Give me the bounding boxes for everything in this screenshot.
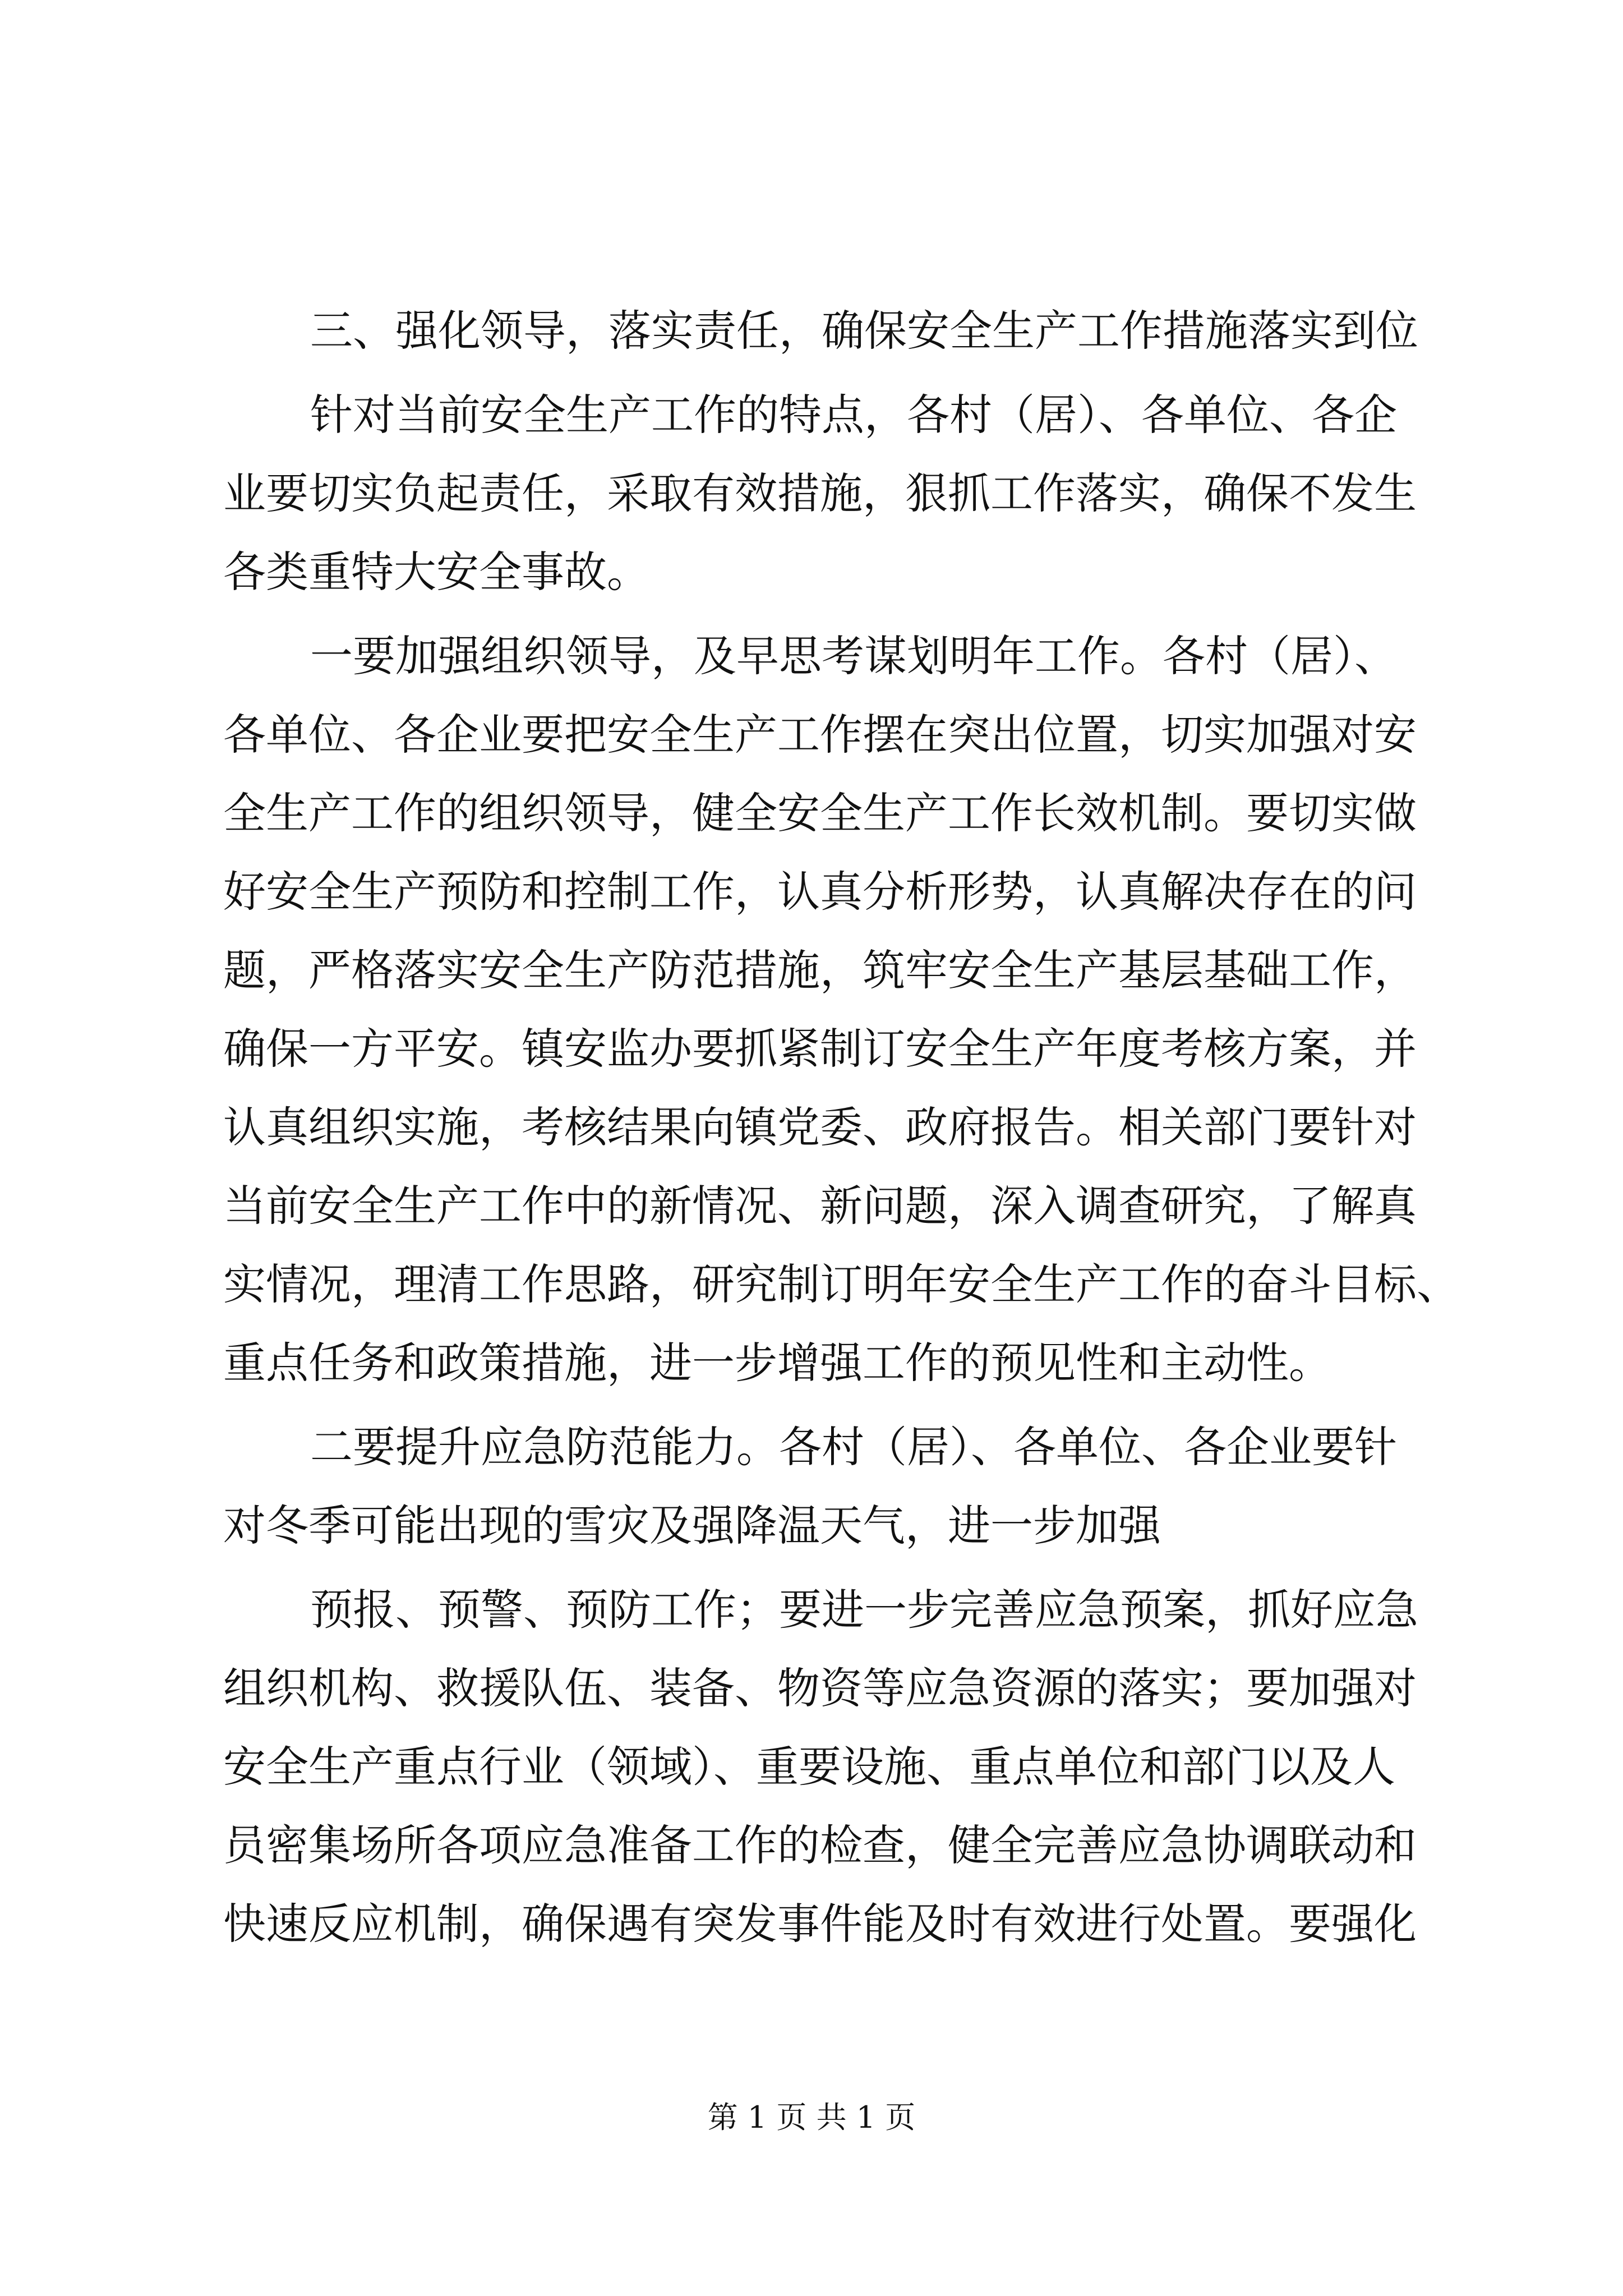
- paragraph-line: 题，严格落实安全生产防范措施，筑牢安全生产基层基础工作，: [223, 945, 1417, 995]
- paragraph-line: 针对当前安全生产工作的特点，各村（居）、各单位、各企: [310, 390, 1397, 440]
- paragraph-line: 组织机构、救援队伍、装备、物资等应急资源的落实；要加强对: [223, 1663, 1417, 1713]
- section-heading: 三、强化领导，落实责任，确保安全生产工作措施落实到位: [310, 306, 1418, 356]
- paragraph-line: 快速反应机制，确保遇有突发事件能及时有效进行处置。要强化: [223, 1899, 1417, 1949]
- paragraph-line: 确保一方平安。镇安监办要抓紧制订安全生产年度考核方案，并: [223, 1024, 1417, 1074]
- paragraph-line: 二要提升应急防范能力。各村（居）、各单位、各企业要针: [310, 1422, 1397, 1472]
- paragraph-line: 全生产工作的组织领导，健全安全生产工作长效机制。要切实做: [223, 788, 1417, 838]
- paragraph-line: 安全生产重点行业（领域）、重要设施、重点单位和部门以及人: [223, 1742, 1395, 1792]
- paragraph-line: 实情况，理清工作思路，研究制订明年安全生产工作的奋斗目标、: [223, 1259, 1459, 1309]
- paragraph-line: 各单位、各企业要把安全生产工作摆在突出位置，切实加强对安: [223, 710, 1417, 760]
- paragraph-line: 重点任务和政策措施，进一步增强工作的预见性和主动性。: [223, 1338, 1331, 1388]
- paragraph-line: 各类重特大安全事故。: [223, 547, 649, 597]
- paragraph-line: 预报、预警、预防工作；要进一步完善应急预案，抓好应急: [310, 1585, 1418, 1635]
- paragraph-line: 好安全生产预防和控制工作，认真分析形势，认真解决存在的问: [223, 867, 1417, 917]
- paragraph-line: 员密集场所各项应急准备工作的检查，健全完善应急协调联动和: [223, 1820, 1417, 1870]
- paragraph-line: 认真组织实施，考核结果向镇党委、政府报告。相关部门要针对: [223, 1102, 1417, 1152]
- paragraph-line: 当前安全生产工作中的新情况、新问题，深入调查研究，了解真: [223, 1181, 1417, 1231]
- page-footer: 第 1 页 共 1 页: [707, 2100, 916, 2135]
- paragraph-line: 对冬季可能出现的雪灾及强降温天气，进一步加强: [223, 1501, 1161, 1550]
- paragraph-line: 一要加强组织领导，及早思考谋划明年工作。各村（居）、: [310, 631, 1397, 681]
- paragraph-line: 业要切实负起责任，采取有效措施，狠抓工作落实，确保不发生: [223, 468, 1417, 518]
